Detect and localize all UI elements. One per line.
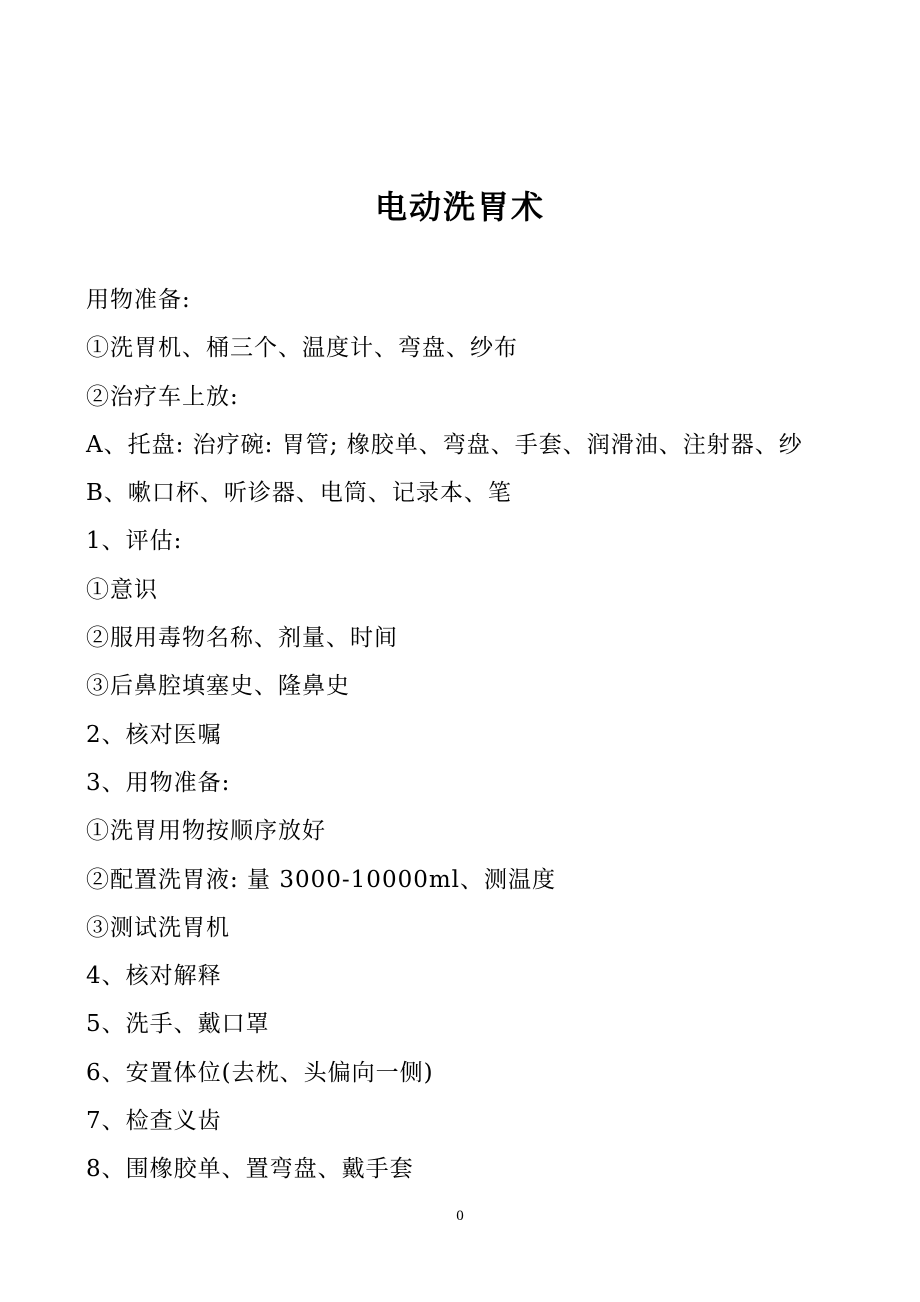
text-line: B、嗽口杯、听诊器、电筒、记录本、笔: [86, 480, 512, 507]
text-line: ①意识: [86, 576, 158, 603]
text-line: ③后鼻腔填塞史、隆鼻史: [86, 673, 350, 700]
text-line: ①洗胃机、桶三个、温度计、弯盘、纱布: [86, 335, 518, 362]
document-body: [86, 276, 886, 1194]
text-line: 5、洗手、戴口罩: [86, 1011, 270, 1038]
text-line: 6、安置体位(去枕、头偏向一侧): [86, 1059, 434, 1086]
text-line: ③测试洗胃机: [86, 914, 230, 941]
text-line: A、托盘: 治疗碗: 胃管; 橡胶单、弯盘、手套、润滑油、注射器、纱: [86, 431, 803, 458]
text-line: 3、用物准备:: [86, 769, 231, 796]
page-number: 0: [456, 1208, 464, 1224]
text-line: ②服用毒物名称、剂量、时间: [86, 625, 398, 652]
text-line: ②治疗车上放:: [86, 383, 239, 410]
text-line: 7、检查义齿: [86, 1108, 222, 1135]
document-title: 电动洗胃术: [374, 188, 545, 226]
text-line: ①洗胃用物按顺序放好: [86, 818, 326, 845]
text-line: ②配置洗胃液: 量 3000-10000ml、测温度: [86, 866, 557, 893]
text-line: 8、围橡胶单、置弯盘、戴手套: [86, 1156, 414, 1183]
text-line: 2、核对医嘱: [86, 721, 222, 748]
text-line: 1、评估:: [86, 528, 183, 555]
text-line: 用物准备:: [86, 287, 191, 313]
text-line: 4、核对解释: [86, 963, 222, 990]
